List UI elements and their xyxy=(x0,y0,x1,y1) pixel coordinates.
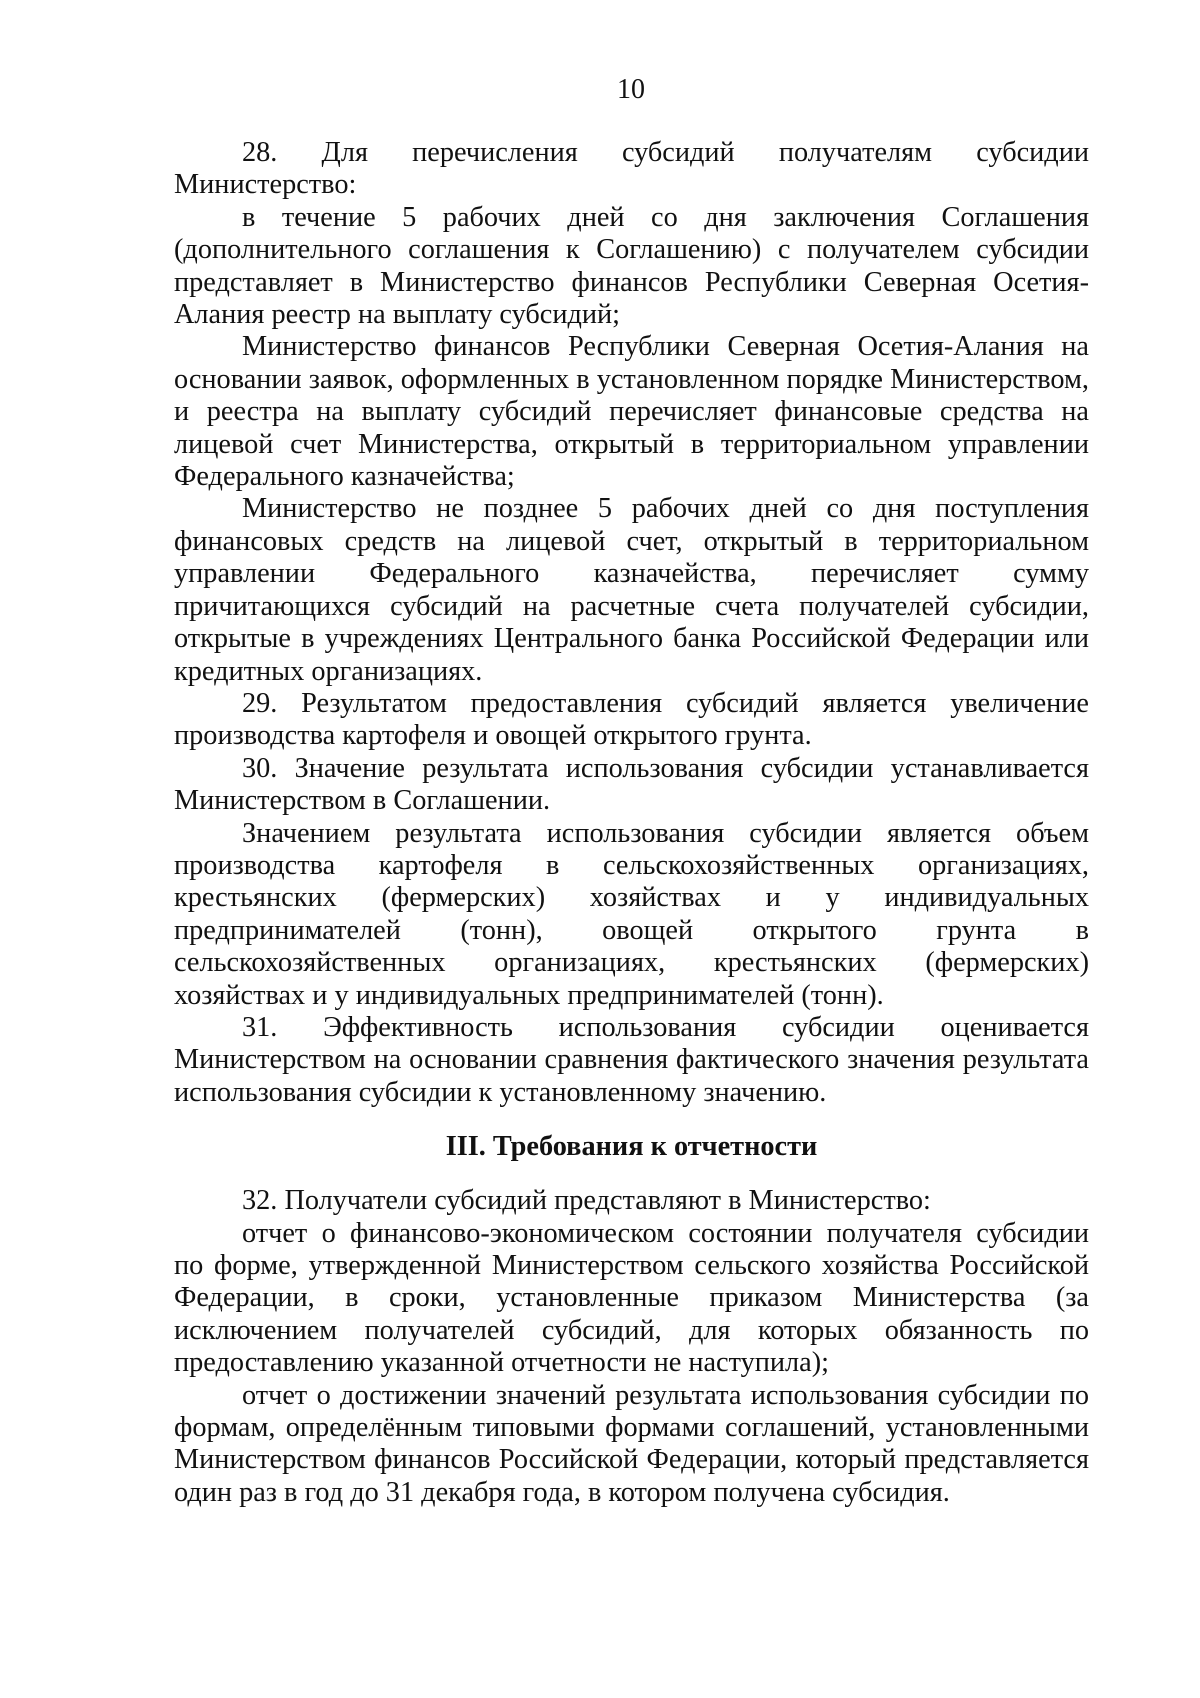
paragraph-28-item-3: Министерство не позднее 5 рабочих дней со дня поступления финансовых средств на лицевой счет, открытый в территориальном управлении Федерального казначейства, перечисляет сумму причитающихся субсидий на расчетные счета получателей субсидии, открытые в учреждениях Центрального банка Российской Федерации или кредитных организациях. xyxy=(174,493,1089,687)
paragraph-32: 32. Получатели субсидий представляют в Министерство: xyxy=(242,1185,931,1217)
paragraph-32-item-2: отчет о достижении значений результата использования субсидии по формам, определённым типовыми формами соглашений, установленными Министерством финансов Российской Федерации, который представляется один раз в год до 31 декабря года, в котором получена субсидия. xyxy=(174,1379,1089,1508)
document-body xyxy=(174,137,1089,1509)
paragraph-30: 30. Значение результата использования субсидии устанавливается Министерством в Соглашении. xyxy=(174,752,1089,817)
paragraph-28-item-1: в течение 5 рабочих дней со дня заключения Соглашения (дополнительного соглашения к Соглашению) с получателем субсидии представляет в Министерство финансов Республики Северная Осетия-Алания реестр на выплату субсидий; xyxy=(174,201,1089,331)
paragraph-29: 29. Результатом предоставления субсидий является увеличение производства картофеля и овощей открытого грунта. xyxy=(174,687,1089,752)
paragraph-32-item-1: отчет о финансово-экономическом состоянии получателя субсидии по форме, утвержденной Министерством сельского хозяйства Российской Федерации, в сроки, установленные приказом Министерства (за исключением получателей субсидий, для которых обязанность по предоставлению указанной отчетности не наступила); xyxy=(174,1217,1089,1379)
page-number: 10 xyxy=(617,74,645,105)
paragraph-28-item-2: Министерство финансов Республики Северная Осетия-Алания на основании заявок, оформленных в установленном порядке Министерством, и реестра на выплату субсидий перечисляет финансовые средства на лицевой счет Министерства, открытый в территориальном управлении Федерального казначейства; xyxy=(174,331,1089,493)
section-heading: III. Требования к отчетности xyxy=(445,1131,818,1163)
paragraph-30-detail: Значением результата использования субсидии является объем производства картофеля в сельскохозяйственных организациях, крестьянских (фермерских) хозяйствах и у индивидуальных предпринимателей (тонн), овощей открытого грунта в сельскохозяйственных организациях, крестьянских (фермерских) хозяйствах и у индивидуальных предпринимателей (тонн). xyxy=(174,817,1089,1011)
paragraph-31: 31. Эффективность использования субсидии оценивается Министерством на основании сравнения фактического значения результата использования субсидии к установленному значению. xyxy=(174,1011,1089,1108)
paragraph-28: 28. Для перечисления субсидий получателям субсидии Министерство: xyxy=(174,137,1089,201)
